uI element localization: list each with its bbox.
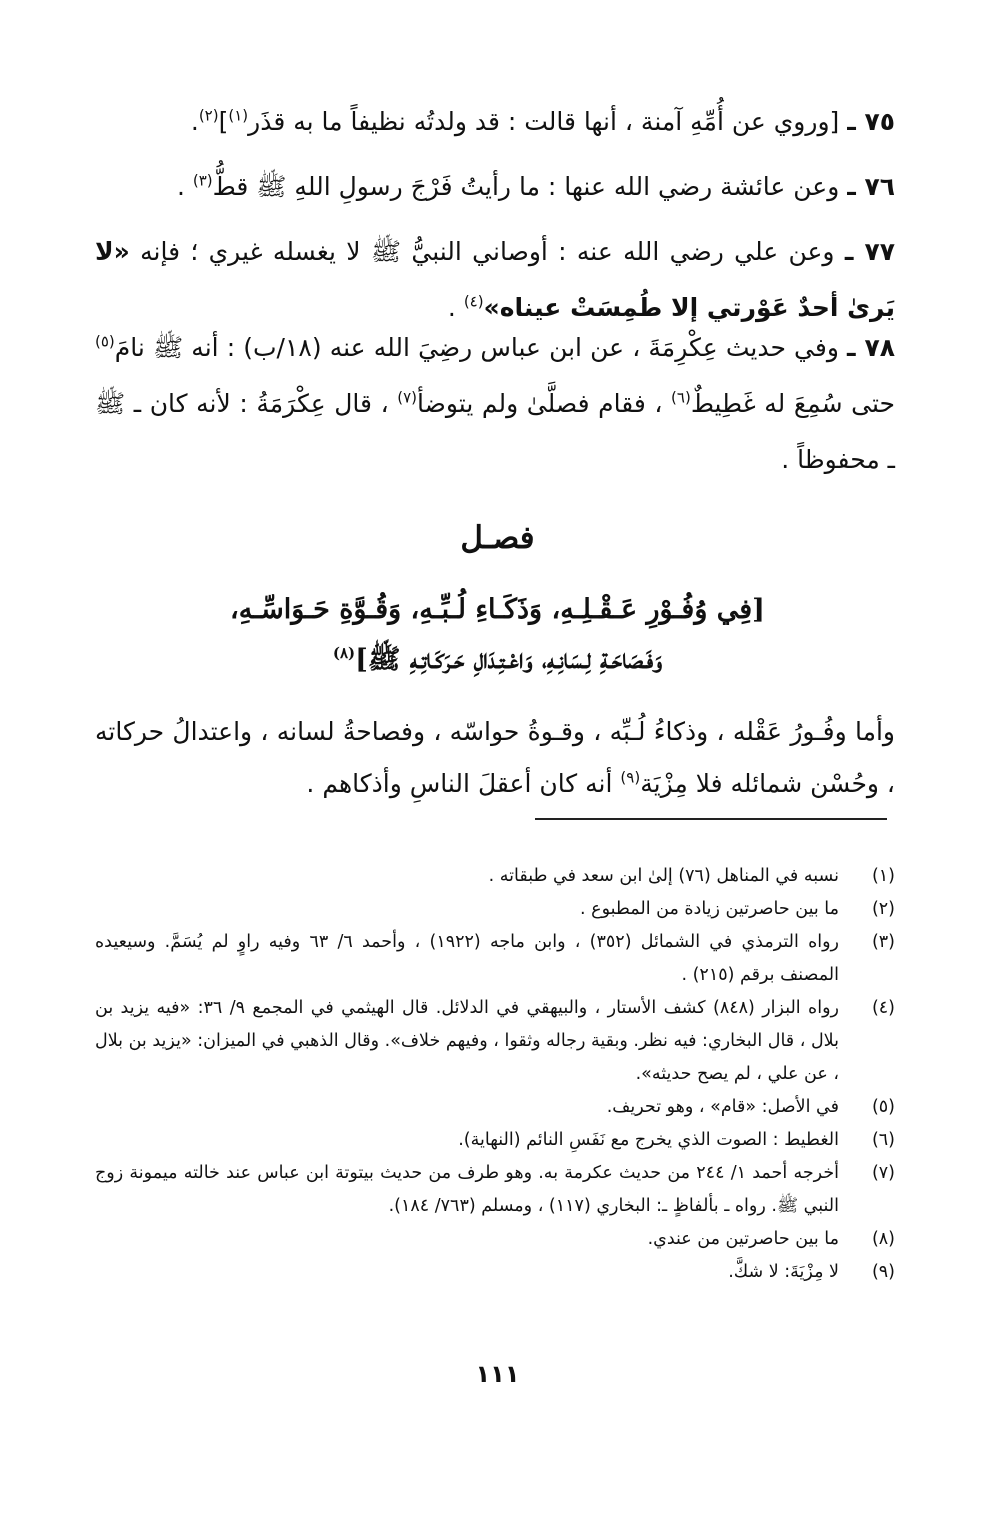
- footnote-ref: (١): [228, 106, 249, 125]
- hadith-text: وعن علي رضي الله عنه : أوصاني النبيُّ ﷺ لا يغسله غيري ؛ فإنه: [129, 237, 845, 266]
- footnote-text: ما بين حاصرتين زيادة من المطبوع .: [580, 899, 839, 919]
- hadith-text: .: [190, 107, 199, 136]
- footnote-2: [95, 893, 895, 926]
- footnote-text: أخرجه أحمد ١/ ٢٤٤ من حديث عكرمة به. وهو طرف من حديث بيتوتة ابن عباس عند خالته ميمونة زوج النبي ﷺ. رواه ـ بألفاظٍ ـ: البخاري (١١٧) ، ومسلم (٧٦٣/ ١٨٤).: [95, 1163, 839, 1216]
- footnote-text: رواه الترمذي في الشمائل (٣٥٢) ، وابن ماجه (١٩٢٢) ، وأحمد ٦/ ٦٣ وفيه راوٍ لم يُسَمَّ. وسيعيده المصنف برقم (٢١٥) .: [95, 932, 840, 985]
- hadith-number: ٧٦ ـ: [847, 172, 895, 201]
- hadith-number: ٧٥ ـ: [847, 107, 895, 136]
- footnote-number: (٧): [871, 1163, 895, 1183]
- hadith-76: [95, 159, 895, 215]
- hadith-75: [95, 94, 895, 150]
- footnote-3: [95, 926, 895, 992]
- subtitle-line: [فِي وُفُـوْرِ عَـقْـلِـهِ، وَذَكَـاءِ لُـبِّـهِ، وَقُـوَّةِ حَـوَاسِّـهِ،: [230, 594, 765, 625]
- hadith-text: .: [176, 172, 193, 201]
- hadith-78: [95, 320, 895, 488]
- footnote-ref: (٦): [671, 388, 691, 407]
- footnote-number: (٩): [871, 1262, 895, 1282]
- footnote-number: (٢): [871, 899, 895, 919]
- footnote-text: لا مِزْيَةَ: لا شكَّ.: [728, 1262, 839, 1282]
- footnote-number: (٣): [871, 932, 895, 952]
- hadith-text: ، قال عِكْرَمَةُ : لأنه كان ـ ﷺ ـ محفوظاً .: [95, 389, 895, 474]
- footnote-1: [95, 860, 895, 893]
- footnote-text: الغطيط : الصوت الذي يخرج مع نَفَسِ النائم (النهاية).: [458, 1130, 839, 1150]
- footnote-ref: (٨): [332, 644, 356, 662]
- hadith-text: حتى سُمِعَ له غَطِيطٌ: [690, 389, 895, 418]
- footnote-number: (١): [871, 866, 895, 886]
- hadith-number: ٧٨ ـ: [847, 333, 896, 362]
- footnote-ref: (٣): [192, 171, 213, 190]
- footnote-number: (٥): [871, 1097, 895, 1117]
- hadith-number: ٧٧ ـ: [844, 237, 896, 266]
- hadith-text: ، فقام فصلَّىٰ ولم يتوضأ: [417, 389, 672, 418]
- hadith-quote: «لا يَرىٰ أحدٌ عَوْرتي إلا طُمِسَتْ عيناه»: [95, 237, 895, 322]
- subtitle-line-text: وَفَـصَاحَـةِ لِـسَانِـهِ، وَاعْـتِـدَالِ حَـرَكَـاتِـهِ ﷺ]: [355, 644, 663, 675]
- hadith-text: .: [447, 293, 464, 322]
- hadith-text: ]: [218, 107, 229, 136]
- body-text: أنه كان أعقلَ الناسِ وأذكاهم .: [306, 769, 621, 798]
- footnote-9: [95, 1256, 895, 1289]
- footnote-ref: (٥): [95, 332, 115, 351]
- footnote-text: في الأصل: «قام» ، وهو تحريف.: [606, 1097, 839, 1117]
- section-title: فصـل: [460, 520, 535, 556]
- subtitle-line-2: [90, 635, 905, 685]
- page-number: ١١١: [475, 1360, 520, 1388]
- footnote-4: [95, 992, 895, 1091]
- footnote-8: [95, 1223, 895, 1256]
- footnote-divider: [535, 818, 887, 820]
- footnote-ref: (٧): [397, 388, 418, 407]
- footnote-ref: (٢): [198, 106, 219, 125]
- footnote-6: [95, 1124, 895, 1157]
- hadith-text: وفي حديث عِكْرِمَةَ ، عن ابن عباس رضِيَ الله عنه (١٨/ب) : أنه ﷺ نامَ: [114, 333, 848, 362]
- footnote-ref: (٤): [463, 292, 484, 311]
- footnote-text: نسبه في المناهل (٧٦) إلىٰ ابن سعد في طبقاته .: [488, 866, 839, 886]
- footnote-text: ما بين حاصرتين من عندي.: [647, 1229, 839, 1249]
- footnote-number: (٤): [871, 998, 895, 1018]
- section-subtitle: [90, 585, 905, 685]
- footnote-7: [95, 1157, 895, 1223]
- section-body: [95, 706, 895, 810]
- footnotes: [95, 860, 895, 1289]
- footnote-text: رواه البزار (٨٤٨) كشف الأستار ، والبيهقي في الدلائل. قال الهيثمي في المجمع ٩/ ٣٦: «فيه يزيد بن بلال ، قال البخاري: فيه نظر. وبقية رجاله وثقوا ، وفيهم خلاف». وقال الذهبي في الميزان: «يزيد بن بلال ، عن علي ، لم يصح حديثه».: [95, 998, 839, 1084]
- hadith-text: [وروي عن أُمِّهِ آمنة ، أنها قالت : قد ولدتُه نظيفاً ما به قذَر: [248, 107, 848, 136]
- hadith-text: وعن عائشة رضي الله عنها : ما رأيتُ فَرْجَ رسولِ اللهِ ﷺ قطُّ: [212, 172, 848, 201]
- footnote-number: (٦): [871, 1130, 895, 1150]
- footnote-number: (٨): [871, 1229, 895, 1249]
- body-text: وأما وفُـورُ عَقْله ، وذكاءُ لُـبِّه ، وقـوةُ حواسّه ، وفصاحةُ لسانه ، واعتدالُ حركاته ، وحُسْن شمائله فلا مِزْيَة: [95, 717, 895, 798]
- footnote-ref: (٩): [620, 768, 641, 787]
- footnote-5: [95, 1091, 895, 1124]
